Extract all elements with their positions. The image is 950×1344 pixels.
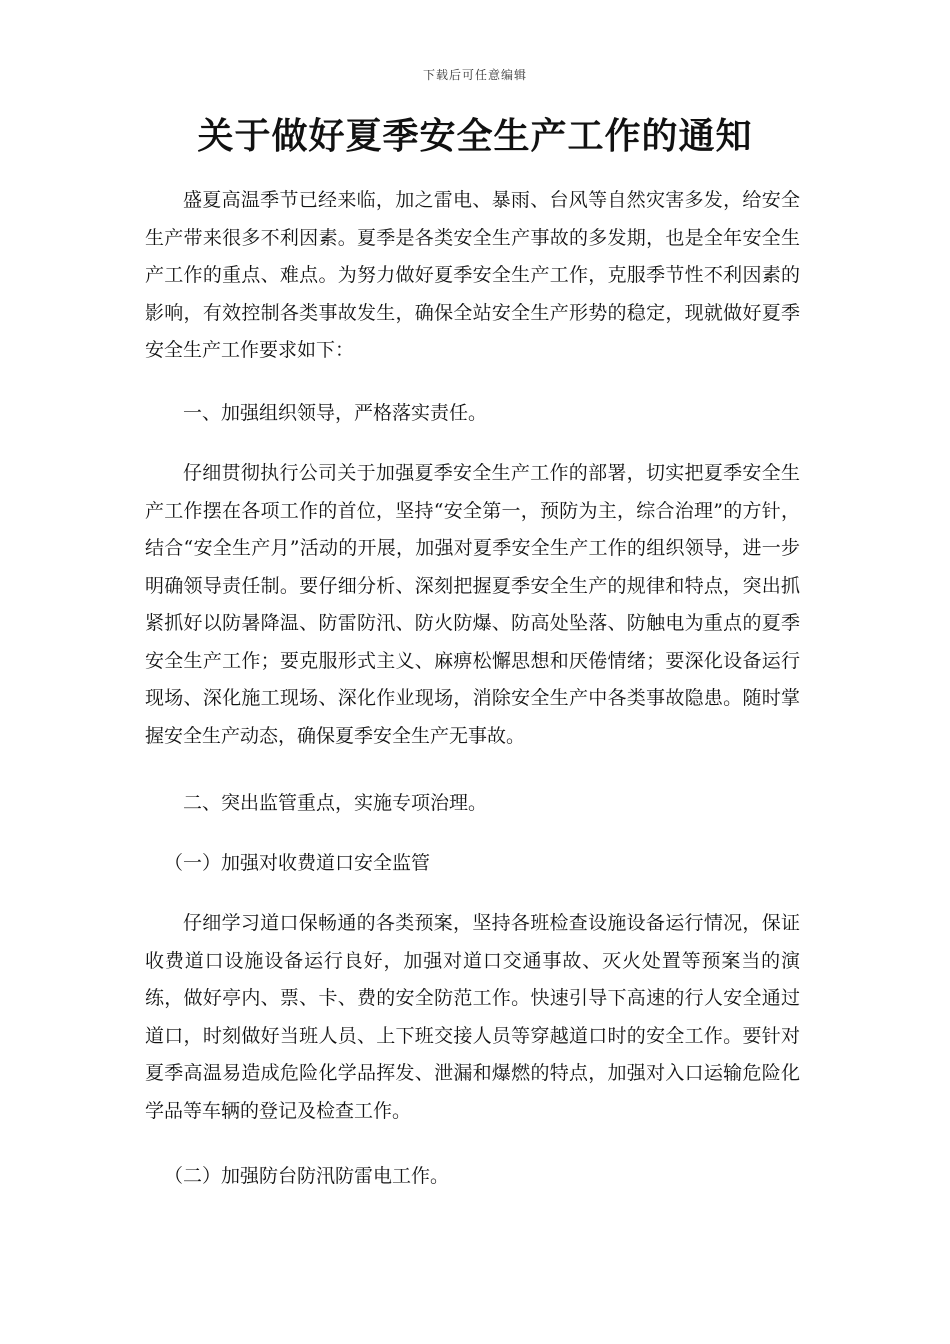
- section-1-heading: 一、加强组织领导，严格落实责任。: [183, 402, 488, 424]
- document-title: 关于做好夏季安全生产工作的通知: [197, 115, 753, 157]
- section-1-body: 仔细贯彻执行公司关于加强夏季安全生产工作的部署，切实把夏季安全生产工作摆在各项工作的首位，坚持“安全第一，预防为主，综合治理”的方针，结合“安全生产月”活动的开展，加强对夏季安全生产工作的组织领导，进一步明确领导责任制。要仔细分析、深刻把握夏季安全生产的规律和特点，突出抓紧抓好以防暑降温、防雷防汛、防火防爆、防高处坠落、防触电为重点的夏季安全生产工作；要克服形式主义、麻痹松懈思想和厌倦情绪；要深化设备运行现场、深化施工现场、深化作业现场，消除安全生产中各类事故隐患。随时掌握安全生产动态，确保夏季安全生产无事故。: [145, 462, 800, 747]
- section-2-sub-2-heading: （二）加强防台防汛防雷电工作。: [164, 1165, 450, 1187]
- header-note: 下载后可任意编辑: [422, 68, 527, 82]
- section-2-sub-1-heading: （一）加强对收费道口安全监管: [164, 852, 431, 874]
- section-2-heading: 二、突出监管重点，实施专项治理。: [183, 792, 488, 814]
- section-2-sub-1-body: 仔细学习道口保畅通的各类预案，坚持各班检查设施设备运行情况，保证收费道口设施设备运行良好，加强对道口交通事故、灭火处置等预案当的演练，做好亭内、票、卡、费的安全防范工作。快速引导下高速的行人安全通过道口，时刻做好当班人员、上下班交接人员等穿越道口时的安全工作。要针对夏季高温易造成危险化学品挥发、泄漏和爆燃的特点，加强对入口运输危险化学品等车辆的登记及检查工作。: [145, 912, 800, 1122]
- intro-paragraph: 盛夏高温季节已经来临，加之雷电、暴雨、台风等自然灾害多发，给安全生产带来很多不利因素。夏季是各类安全生产事故的多发期，也是全年安全生产工作的重点、难点。为努力做好夏季安全生产工作，克服季节性不利因素的影响，有效控制各类事故发生，确保全站安全生产形势的稳定，现就做好夏季安全生产工作要求如下：: [145, 189, 800, 361]
